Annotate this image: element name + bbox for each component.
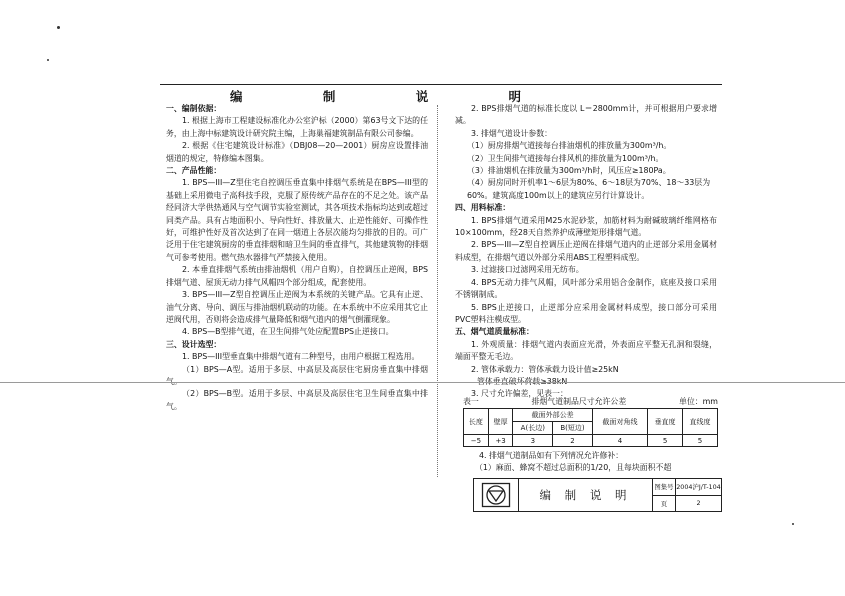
publisher-logo-icon (474, 479, 519, 511)
page-number-row (653, 496, 721, 512)
atlas-number-label: 图集号 (653, 479, 676, 495)
header-cell: 截面对角线 (592, 409, 647, 435)
list-item: （4）厨房同时开机率1～6层为80%、6～18层为70%、18～33层为60%。建筑高度100m以上的建筑应另行计算设计。 (467, 178, 711, 200)
header-cell: 截面外部公差 (513, 409, 592, 422)
page-title: 编 制 说 明 (230, 89, 560, 104)
header-cell: 直线度 (683, 409, 718, 435)
paragraph: 3. BPS—III—Z型自控调压止逆阀为本系统的关键产品。它具有止逆、油气分离、导向、调压与排油烟机联动的功能。在本系统中不应采用其它止逆阀代用，否则将会造成排气量降低和烟气道内的烟气倒灌现象。 (166, 290, 428, 324)
list-item: （3）排油烟机在排放量为300m³/h时，风压应≥180Pa。 (467, 166, 671, 176)
paragraph: 2. 管体承载力：管体承载力设计值≥25kN (471, 364, 619, 374)
title-block-meta (653, 479, 721, 511)
left-column (166, 103, 428, 413)
table-row (464, 435, 718, 447)
paragraph: 1. 外观质量：排烟气道内表面应光滑，外表面应平整无孔洞和裂缝，端面平整无毛边。 (455, 339, 717, 362)
list-item: （1）麻面、蜂窝不超过总面积的1/20，且每块面积不超 (475, 463, 672, 473)
page-number-label: 页 (653, 496, 676, 512)
paragraph: 2. 根据《住宅建筑设计标准》（DBJ08—20—2001）厨房应设置排油烟道的规定，特修编本图集。 (166, 141, 428, 163)
paragraph: 2. BPS排烟气道的标准长度以 L＝2800mm计，并可根据用户要求增减。 (455, 104, 717, 126)
scan-speck (57, 26, 60, 29)
header-cell: 垂直度 (648, 409, 683, 435)
paragraph: 4. BPS无动力排气风帽，风叶部分采用铝合金制作，底座及接口采用不锈钢制成。 (455, 277, 717, 300)
page-number-value: 2 (696, 499, 701, 508)
paragraph: （2）BPS—B型。适用于多层、中高层及高层住宅卫生间垂直集中排气。 (166, 389, 428, 411)
repair-note (463, 450, 721, 475)
header-cell: 长度 (464, 409, 489, 435)
table-cell: 4 (592, 435, 647, 447)
section-heading-basis: 一、编制依据： (166, 104, 222, 113)
table-caption: 排烟气道制品尺寸允许公差 (531, 397, 627, 406)
header-cell: B(短边) (553, 422, 593, 435)
scan-speck (47, 59, 49, 61)
header-cell: A(长边) (513, 422, 553, 435)
header-cell: 壁厚 (488, 409, 513, 435)
table-cell: 3 (513, 435, 553, 447)
paragraph: 1. BPS—III—Z型住宅自控调压垂直集中排烟气系统是在BPS—III型的基础上采用微电子高科技手段，克服了原传统产品存在的不足之处。该产品经同济大学供热通风与空气调节实验室测试，其各项技术指标均达到或超过同类产品。具有占地面积小、导向性好、排放量大、止逆性能好、可操作性好，可维护性好及首次达到了在同一烟道上各层次能均匀排放的目的。可广泛用于住宅建筑厨房的垂直排烟和暗卫生间的垂直排气，其他建筑物的排烟气可参考使用。燃气热水器排气严禁接入使用。 (166, 178, 428, 262)
paragraph: 2. 本垂直排烟气系统由排油烟机（用户自购），自控调压止逆阀，BPS排烟气道、屋顶无动力排气风帽四个部分组成，配套使用。 (166, 265, 428, 287)
paragraph: 4. BPS—B型排气道，在卫生间排气处应配置BPS止逆接口。 (182, 327, 394, 337)
table-cell: 5 (648, 435, 683, 447)
table-cell: 5 (683, 435, 718, 447)
paragraph: 1. BPS—III型垂直集中排烟气道有二种型号，由用户根据工程选用。 (182, 352, 420, 362)
tolerance-table (463, 408, 718, 447)
paragraph: 1. 根据上海市工程建设标准化办公室沪标（2000）第63号文下达的任务，由上海中标建筑设计研究院主编，上海巢福建筑制品有限公司参编。 (166, 116, 428, 138)
table-cell: 2 (553, 435, 593, 447)
paragraph: 4. 排烟气道制品如有下列情况允许修补： (479, 451, 624, 460)
list-item: （2）卫生间排气道接每台排风机的排放量为100m³/h。 (467, 153, 664, 163)
title-block-name: 编 制 说 明 (519, 479, 653, 511)
section-heading-selection: 三、设计选型： (166, 339, 222, 349)
table-cell: +3 (488, 435, 513, 447)
list-item: 管体垂直破坏荷载≥38kN (477, 376, 568, 386)
atlas-number-value: 2004沪J/T-104 (676, 483, 721, 492)
scan-speck (792, 523, 794, 525)
right-column (455, 103, 717, 401)
section-heading-performance: 二、产品性能： (166, 166, 222, 176)
table-label: 表一 (463, 397, 479, 406)
column-divider (437, 105, 438, 477)
title-block (473, 478, 722, 512)
list-item: （1）厨房排烟气道接每台排油烟机的排放量为300m³/h。 (467, 141, 672, 151)
scan-artifact-line (0, 382, 845, 383)
paragraph: 5. BPS止逆接口，止逆部分应采用金属材料成型，接口部分可采用PVC塑料注模成型。 (455, 302, 717, 324)
paragraph: 3. 尺寸允许偏差，见表一： (471, 389, 568, 399)
table-cell: −5 (464, 435, 489, 447)
section-heading-materials: 四、用料标准： (455, 203, 511, 213)
table-caption-row (463, 396, 718, 407)
table-header-row (464, 409, 718, 422)
paragraph: 3. 过滤接口过滤网采用无纺布。 (471, 265, 584, 275)
paragraph: 1. BPS排烟气道采用M25水泥砂浆，加筋材料为耐碱玻璃纤维网格布10×100mm，经28天自然养护成薄壁矩形排烟气道。 (455, 215, 717, 238)
section-heading-quality: 五、烟气道质量标准： (455, 327, 534, 337)
table-unit: 单位：mm (678, 397, 718, 406)
atlas-number-row (653, 479, 721, 496)
paragraph: 3. 排烟气道设计参数： (471, 128, 553, 138)
paragraph: 2. BPS—III—Z型自控调压止逆阀在排烟气道内的止逆部分采用金属材料成型，在排烟气道以外部分采用ABS工程塑料成型。 (455, 240, 717, 262)
paragraph: （1）BPS—A型。适用于多层、中高层及高层住宅厨房垂直集中排烟气。 (166, 364, 428, 386)
